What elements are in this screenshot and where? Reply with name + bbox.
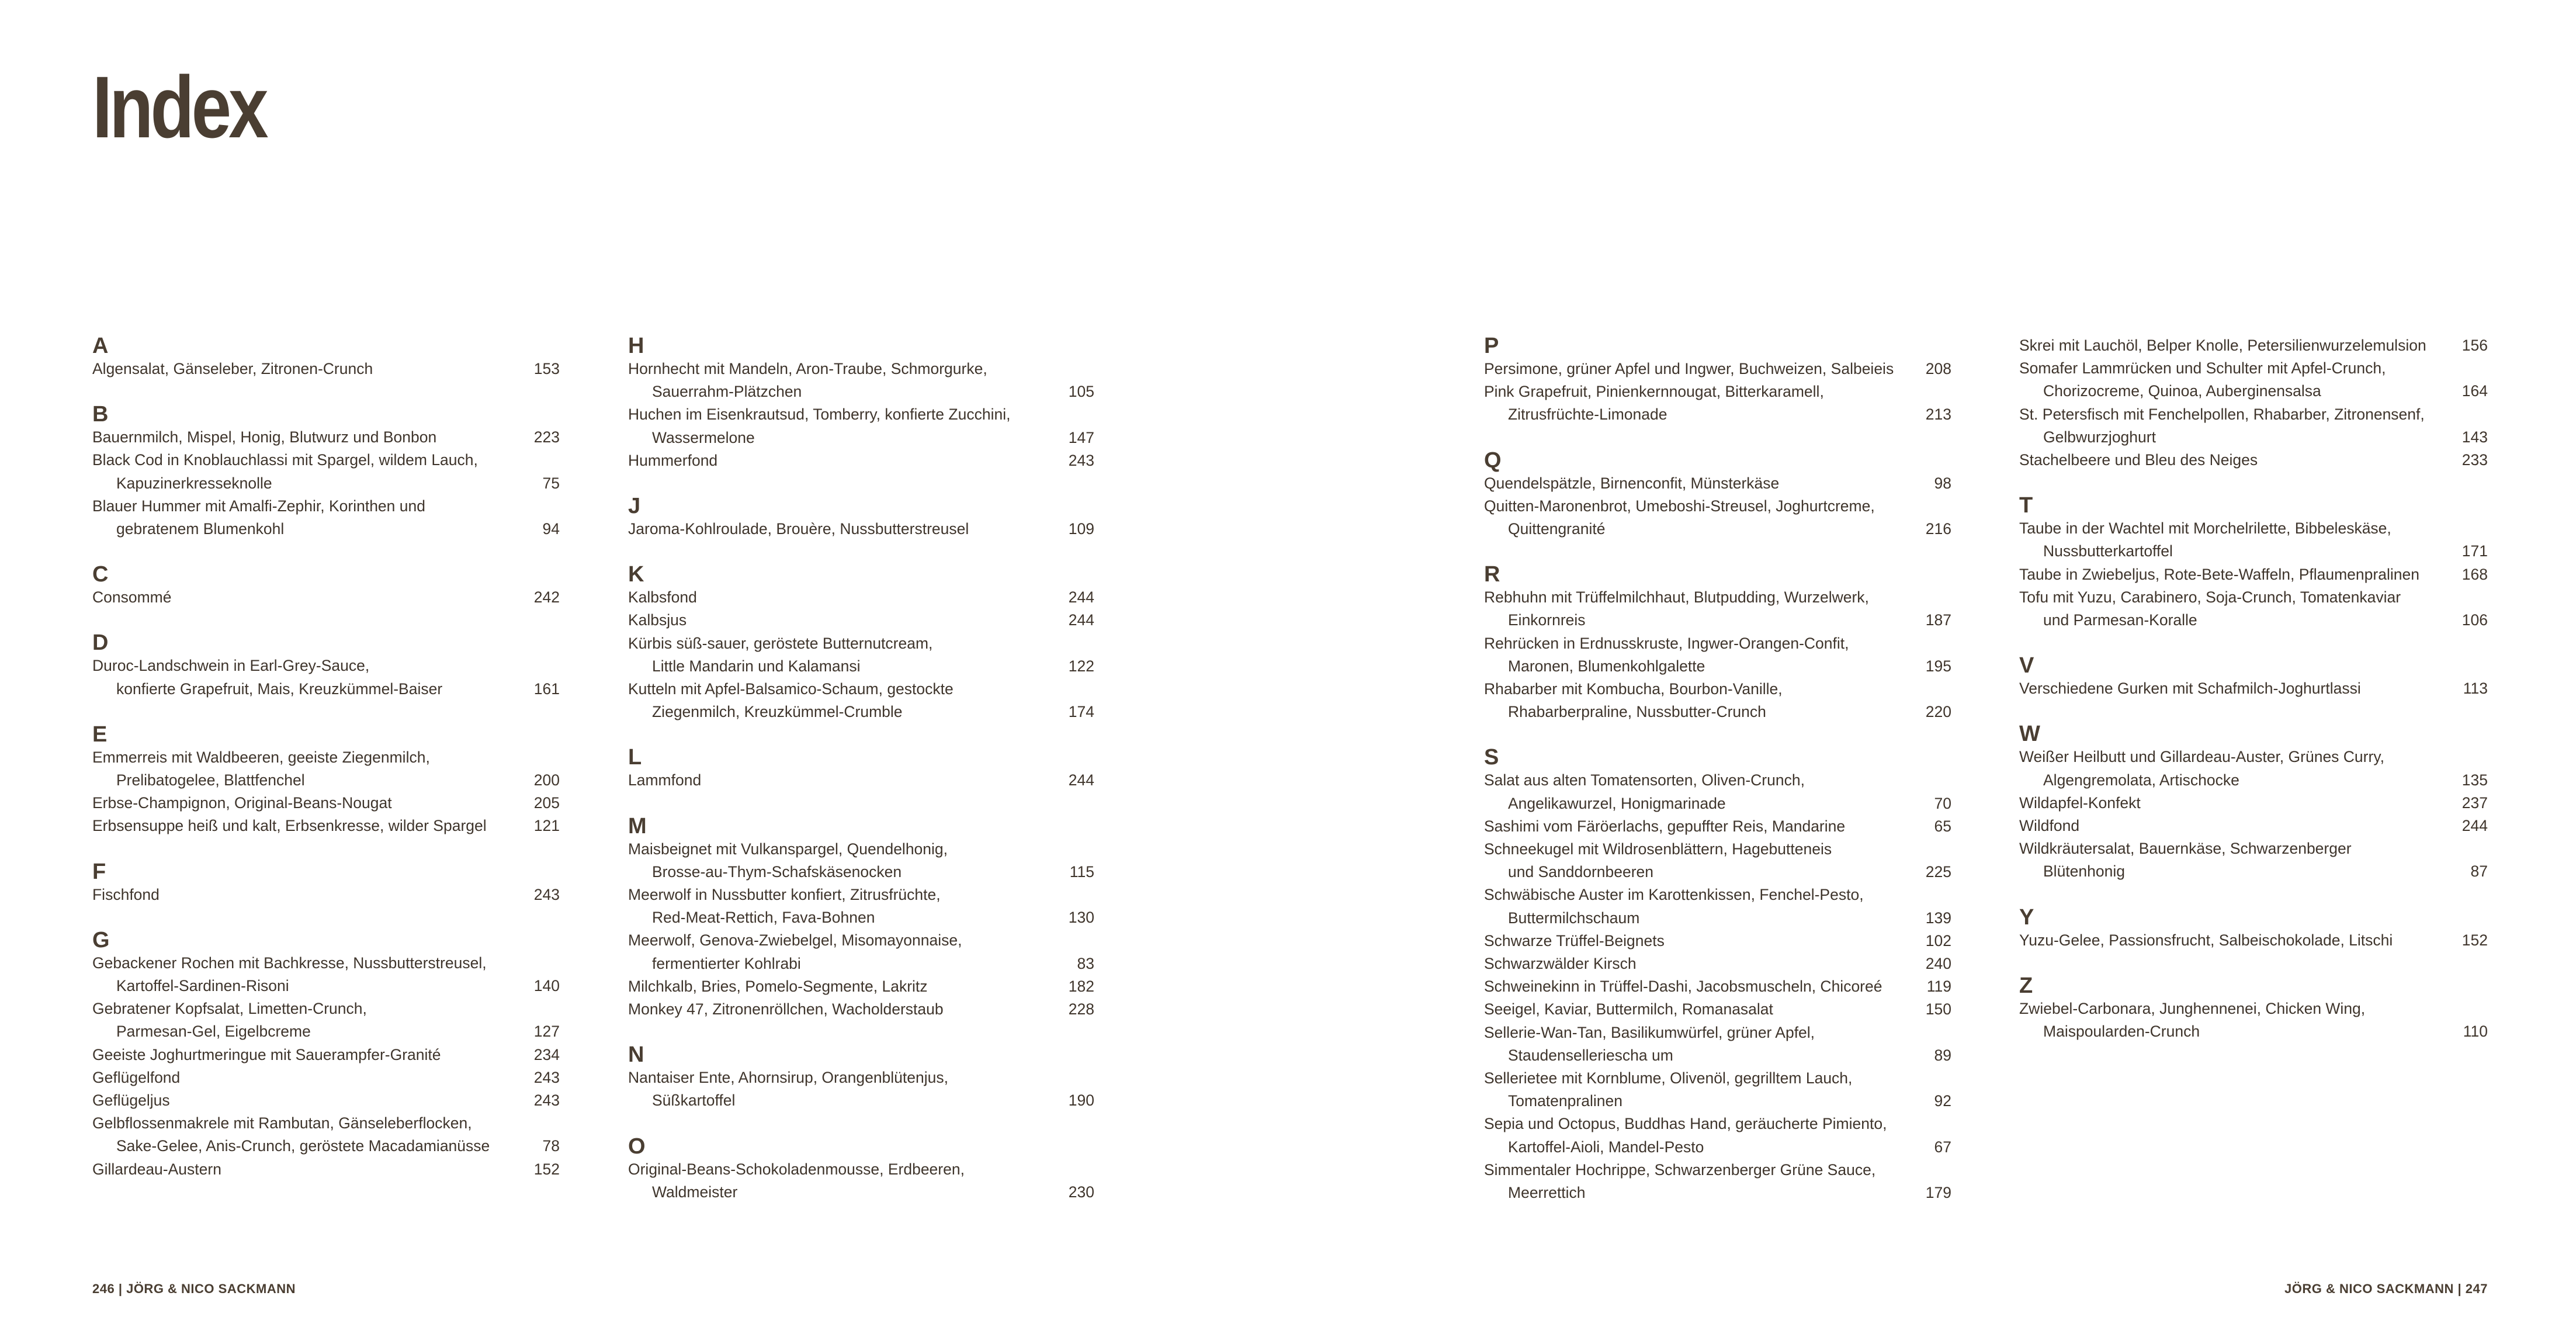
- entry-page-number: 147: [1068, 428, 1094, 446]
- entry-title: Gebratener Kopfsalat, Limetten-Crunch,: [92, 1000, 367, 1018]
- index-entry: [92, 495, 560, 540]
- entry-title-continued: Chorizocreme, Quinoa, Auberginensalsa: [2043, 382, 2321, 400]
- index-entry: [92, 1089, 560, 1112]
- entry-page-number: 92: [1934, 1092, 1951, 1110]
- entry-title-continued: Algengremolata, Artischocke: [2043, 771, 2239, 789]
- index-entry: [92, 586, 560, 609]
- entry-title-continued: fermentierter Kohlrabi: [652, 954, 801, 972]
- entry-title: Schneekugel mit Wildrosenblättern, Hagebutteneis: [1484, 840, 1832, 858]
- entry-title: Wildkräutersalat, Bauernkäse, Schwarzenberger: [2019, 840, 2352, 858]
- entry-title: Huchen im Eisenkrautsud, Tomberry, konfierte Zucchini,: [628, 406, 1011, 424]
- index-entry: [92, 654, 560, 700]
- entry-page-number: 156: [2461, 337, 2488, 354]
- entry-page-number: 237: [2461, 794, 2488, 812]
- entry-page-number: 102: [1925, 931, 1951, 950]
- index-entry: [1484, 769, 1951, 815]
- index-letter-heading: T: [2019, 493, 2033, 518]
- index-entry: [2019, 837, 2488, 883]
- entry-title: Kalbsjus: [628, 611, 687, 629]
- entry-page-number: 121: [533, 817, 560, 835]
- index-letter-heading: R: [1484, 562, 1500, 587]
- footer-right-folio: JÖRG & NICO SACKMANN | 247: [2284, 1281, 2488, 1296]
- entry-page-number: 153: [533, 360, 560, 377]
- index-letter-heading: E: [92, 722, 108, 747]
- entry-page-number: 94: [542, 520, 560, 538]
- entry-page-number: 225: [1925, 863, 1951, 881]
- entry-page-number: 240: [1925, 955, 1951, 973]
- entry-title: Gillardeau-Austern: [92, 1160, 221, 1178]
- entry-title: Skrei mit Lauchöl, Belper Knolle, Petersilienwurzelemulsion: [2019, 337, 2426, 354]
- entry-title: Kürbis süß-sauer, geröstete Butternutcream,: [628, 634, 933, 652]
- entry-page-number: 233: [2461, 451, 2488, 469]
- entry-title: Erbsensuppe heiß und kalt, Erbsenkresse, wilder Spargel: [92, 817, 487, 835]
- index-letter-heading: H: [628, 334, 644, 358]
- index-entry: [628, 518, 1094, 540]
- entry-title-continued: Quittengranité: [1508, 520, 1606, 538]
- entry-page-number: 244: [1068, 588, 1094, 607]
- entry-title: Wildapfel-Konfekt: [2019, 794, 2141, 812]
- index-entry: [628, 449, 1094, 472]
- entry-title-continued: und Parmesan-Koralle: [2043, 611, 2197, 629]
- index-entry: [628, 883, 1094, 929]
- entry-title: Schwarze Trüffel-Beignets: [1484, 931, 1665, 950]
- index-letter-heading: O: [628, 1134, 646, 1159]
- entry-title-continued: Rhabarberpraline, Nussbutter-Crunch: [1508, 703, 1766, 721]
- entry-title-continued: und Sanddornbeeren: [1508, 863, 1654, 881]
- index-column-2: [628, 334, 1094, 1204]
- index-entry: [1484, 472, 1951, 495]
- entry-title: Black Cod in Knoblauchlassi mit Spargel, wildem Lauch,: [92, 451, 478, 469]
- entry-title: Kutteln mit Apfel-Balsamico-Schaum, gestockte: [628, 680, 954, 698]
- entry-title: Salat aus alten Tomatensorten, Oliven-Crunch,: [1484, 771, 1805, 789]
- entry-title: Hornhecht mit Mandeln, Aron-Traube, Schmorgurke,: [628, 360, 987, 377]
- entry-page-number: 187: [1925, 611, 1951, 629]
- index-entry: [1484, 883, 1951, 929]
- entry-page-number: 65: [1934, 817, 1951, 835]
- entry-page-number: 242: [533, 588, 560, 607]
- index-entry: [2019, 449, 2488, 472]
- entry-title-continued: Kartoffel-Sardinen-Risoni: [116, 977, 289, 995]
- index-letter-heading: K: [628, 562, 644, 587]
- entry-title: Emmerreis mit Waldbeeren, geeiste Ziegenmilch,: [92, 748, 430, 766]
- entry-page-number: 223: [533, 428, 560, 446]
- index-column-3: [1484, 334, 1951, 1204]
- index-entry: [92, 952, 560, 997]
- entry-title: St. Petersfisch mit Fenchelpollen, Rhabarber, Zitronensenf,: [2019, 405, 2425, 423]
- entry-page-number: 243: [533, 1068, 560, 1086]
- entry-page-number: 190: [1068, 1092, 1094, 1110]
- entry-title: Meerwolf, Genova-Zwiebelgel, Misomayonnaise,: [628, 931, 962, 950]
- entry-title: Pink Grapefruit, Pinienkernnougat, Bitterkaramell,: [1484, 383, 1824, 401]
- index-letter-heading: C: [92, 562, 109, 587]
- index-entry: [1484, 380, 1951, 426]
- index-entry: [2019, 997, 2488, 1043]
- index-entry: [1484, 838, 1951, 883]
- entry-title: Kalbsfond: [628, 588, 697, 607]
- entry-page-number: 89: [1934, 1046, 1951, 1064]
- index-entry: [2019, 357, 2488, 403]
- index-entry: [628, 1066, 1094, 1112]
- entry-title-continued: Gelbwurzjoghurt: [2043, 428, 2156, 446]
- entry-title-continued: Parmesan-Gel, Eigelbcreme: [116, 1023, 311, 1041]
- entry-title: Jaroma-Kohlroulade, Brouère, Nussbutterstreusel: [628, 520, 969, 538]
- index-entry: [1484, 815, 1951, 838]
- entry-page-number: 216: [1925, 520, 1951, 538]
- entry-title: Quitten-Maronenbrot, Umeboshi-Streusel, Joghurtcreme,: [1484, 497, 1875, 515]
- entry-title: Persimone, grüner Apfel und Ingwer, Buchweizen, Salbeieis: [1484, 360, 1894, 377]
- entry-title-continued: Sauerrahm-Plätzchen: [652, 383, 802, 401]
- entry-page-number: 140: [533, 977, 560, 995]
- index-entry: [2019, 677, 2488, 700]
- entry-page-number: 87: [2470, 862, 2488, 881]
- entry-title: Seeigel, Kaviar, Buttermilch, Romanasalat: [1484, 1000, 1773, 1018]
- entry-title-continued: Wassermelone: [652, 428, 755, 446]
- entry-page-number: 150: [1925, 1000, 1951, 1018]
- entry-page-number: 205: [533, 794, 560, 812]
- entry-title: Sepia und Octopus, Buddhas Hand, geräucherte Pimiento,: [1484, 1115, 1887, 1133]
- entry-title: Fischfond: [92, 885, 160, 903]
- entry-page-number: 110: [2463, 1023, 2488, 1041]
- index-letter-heading: A: [92, 334, 109, 358]
- entry-title: Monkey 47, Zitronenröllchen, Wacholderstaub: [628, 1000, 944, 1018]
- index-entry: [2019, 815, 2488, 837]
- entry-page-number: 115: [1069, 862, 1094, 881]
- entry-title-continued: Nussbutterkartoffel: [2043, 542, 2173, 560]
- index-entry: [1484, 1067, 1951, 1113]
- entry-title: Rebhuhn mit Trüffelmilchhaut, Blutpudding, Wurzelwerk,: [1484, 588, 1869, 607]
- footer-left-folio: 246 | JÖRG & NICO SACKMANN: [92, 1281, 296, 1296]
- index-entry: [628, 632, 1094, 678]
- index-entry: [628, 403, 1094, 449]
- entry-title: Maisbeignet mit Vulkanspargel, Quendelhonig,: [628, 840, 948, 858]
- entry-title: Sashimi vom Färöerlachs, gepuffter Reis, Mandarine: [1484, 817, 1846, 835]
- entry-page-number: 161: [533, 680, 560, 698]
- entry-page-number: 122: [1068, 657, 1094, 675]
- entry-title-continued: konfierte Grapefruit, Mais, Kreuzkümmel-Baiser: [116, 680, 443, 698]
- index-entry: [1484, 632, 1951, 678]
- index-letter-heading: D: [92, 630, 109, 656]
- entry-title: Schwäbische Auster im Karottenkissen, Fenchel-Pesto,: [1484, 886, 1864, 904]
- index-entry: [92, 449, 560, 494]
- entry-title: Lammfond: [628, 771, 702, 789]
- entry-title-continued: Brosse-au-Thym-Schafskäsenocken: [652, 862, 902, 881]
- entry-title: Somafer Lammrücken und Schulter mit Apfel-Crunch,: [2019, 359, 2386, 377]
- entry-title-continued: Red-Meat-Rettich, Fava-Bohnen: [652, 909, 875, 927]
- index-column-1: [92, 334, 560, 1181]
- entry-title-continued: Angelikawurzel, Honigmarinade: [1508, 794, 1726, 812]
- index-entry: [92, 792, 560, 815]
- entry-page-number: 244: [1068, 771, 1094, 789]
- entry-title: Nantaiser Ente, Ahornsirup, Orangenblütenjus,: [628, 1069, 948, 1087]
- index-entry: [1484, 678, 1951, 723]
- index-letter-heading: J: [628, 494, 641, 519]
- index-letter-heading: N: [628, 1042, 644, 1068]
- entry-title: Sellerie-Wan-Tan, Basilikumwürfel, grüner Apfel,: [1484, 1023, 1815, 1041]
- index-entry: [2019, 746, 2488, 791]
- entry-title: Zwiebel-Carbonara, Junghennenei, Chicken Wing,: [2019, 999, 2366, 1017]
- index-entry: [2019, 403, 2488, 449]
- index-letter-heading: M: [628, 813, 647, 838]
- index-entry: [2019, 517, 2488, 563]
- index-entry: [1484, 975, 1951, 998]
- index-entry: [1484, 930, 1951, 952]
- index-entry: [628, 975, 1094, 998]
- index-entry: [628, 586, 1094, 609]
- index-entry: [2019, 929, 2488, 952]
- entry-page-number: 78: [542, 1137, 560, 1155]
- entry-title: Yuzu-Gelee, Passionsfrucht, Salbeischokolade, Litschi: [2019, 931, 2393, 949]
- entry-page-number: 75: [542, 474, 560, 492]
- entry-page-number: 152: [533, 1160, 560, 1178]
- index-letter-heading: G: [92, 927, 110, 952]
- entry-page-number: 135: [2461, 771, 2488, 789]
- entry-title: Original-Beans-Schokoladenmousse, Erdbeeren,: [628, 1160, 965, 1178]
- entry-page-number: 70: [1934, 794, 1951, 812]
- index-entry: [92, 746, 560, 792]
- page-title: Index: [92, 58, 266, 156]
- entry-title: Taube in der Wachtel mit Morchelrilette, Bibbeleskäse,: [2019, 519, 2391, 538]
- entry-page-number: 195: [1925, 657, 1951, 675]
- index-entry: [92, 883, 560, 906]
- index-letter-heading: Z: [2019, 973, 2033, 998]
- entry-page-number: 220: [1925, 703, 1951, 721]
- index-entry: [1484, 998, 1951, 1021]
- entry-title-continued: Süßkartoffel: [652, 1092, 736, 1110]
- entry-page-number: 106: [2461, 611, 2488, 629]
- entry-title-continued: Prelibatogelee, Blattfenchel: [116, 771, 305, 789]
- entry-page-number: 230: [1068, 1183, 1094, 1201]
- index-entry: [1484, 1113, 1951, 1158]
- entry-title-continued: Tomatenpralinen: [1508, 1092, 1622, 1110]
- entry-title: Milchkalb, Bries, Pomelo-Segmente, Lakritz: [628, 977, 928, 995]
- entry-title: Consommé: [92, 588, 172, 607]
- entry-page-number: 244: [2461, 817, 2488, 835]
- entry-title: Duroc-Landschwein in Earl-Grey-Sauce,: [92, 657, 370, 675]
- entry-page-number: 105: [1068, 383, 1094, 401]
- entry-page-number: 98: [1934, 474, 1951, 492]
- entry-page-number: 168: [2461, 565, 2488, 583]
- entry-title-continued: Zitrusfrüchte-Limonade: [1508, 406, 1667, 424]
- entry-page-number: 127: [533, 1023, 560, 1041]
- entry-title: Wildfond: [2019, 817, 2080, 835]
- entry-title-continued: Maronen, Blumenkohlgalette: [1508, 657, 1705, 675]
- entry-title: Hummerfond: [628, 451, 718, 469]
- entry-title-continued: Sake-Gelee, Anis-Crunch, geröstete Macadamianüsse: [116, 1137, 490, 1155]
- entry-title: Schwarzwälder Kirsch: [1484, 955, 1637, 973]
- entry-title-continued: Maispoularden-Crunch: [2043, 1023, 2200, 1041]
- entry-page-number: 67: [1934, 1138, 1951, 1156]
- index-entry: [2019, 792, 2488, 815]
- entry-title: Tofu mit Yuzu, Carabinero, Soja-Crunch, Tomatenkaviar: [2019, 588, 2401, 606]
- index-column-4: [2019, 334, 2488, 1043]
- entry-title-continued: Little Mandarin und Kalamansi: [652, 657, 861, 675]
- entry-title: Erbse-Champignon, Original-Beans-Nougat: [92, 794, 392, 812]
- index-entry: [92, 426, 560, 449]
- entry-page-number: 119: [1926, 978, 1951, 996]
- entry-title: Sellerietee mit Kornblume, Olivenöl, gegrilltem Lauch,: [1484, 1069, 1853, 1087]
- index-letter-heading: S: [1484, 745, 1499, 770]
- index-entry: [92, 358, 560, 380]
- index-entry: [628, 609, 1094, 632]
- entry-page-number: 174: [1068, 703, 1094, 721]
- index-entry: [92, 1044, 560, 1066]
- index-letter-heading: P: [1484, 334, 1499, 358]
- index-entry: [1484, 358, 1951, 380]
- index-entry: [2019, 586, 2488, 632]
- entry-title: Rhabarber mit Kombucha, Bourbon-Vanille,: [1484, 680, 1783, 698]
- entry-page-number: 213: [1925, 406, 1951, 424]
- index-letter-heading: L: [628, 745, 642, 770]
- index-entry: [1484, 952, 1951, 975]
- entry-title: Quendelspätzle, Birnenconfit, Münsterkäse: [1484, 474, 1780, 492]
- entry-title-continued: Kapuzinerkresseknolle: [116, 474, 272, 492]
- index-letter-heading: Y: [2019, 905, 2034, 930]
- entry-title: Schweinekinn in Trüffel-Dashi, Jacobsmuscheln, Chicoreé: [1484, 978, 1882, 996]
- index-entry: [1484, 586, 1951, 632]
- entry-title-continued: Meerrettich: [1508, 1184, 1586, 1202]
- entry-page-number: 164: [2461, 382, 2488, 400]
- index-entry: [2019, 334, 2488, 357]
- index-entry: [1484, 495, 1951, 540]
- index-entry: [2019, 563, 2488, 586]
- index-entry: [628, 929, 1094, 975]
- entry-title-continued: gebratenem Blumenkohl: [116, 520, 285, 538]
- entry-title: Geflügeljus: [92, 1092, 170, 1110]
- entry-title: Taube in Zwiebeljus, Rote-Bete-Waffeln, Pflaumenpralinen: [2019, 565, 2419, 583]
- entry-page-number: 83: [1077, 954, 1094, 972]
- entry-title-continued: Waldmeister: [652, 1183, 738, 1201]
- entry-title: Blauer Hummer mit Amalfi-Zephir, Korinthen und: [92, 497, 425, 515]
- entry-page-number: 228: [1068, 1000, 1094, 1018]
- index-entry: [628, 838, 1094, 883]
- entry-title: Gelbflossenmakrele mit Rambutan, Gänseleberflocken,: [92, 1114, 472, 1132]
- index-entry: [628, 358, 1094, 403]
- entry-page-number: 139: [1925, 909, 1951, 927]
- entry-title-continued: Kartoffel-Aioli, Mandel-Pesto: [1508, 1138, 1704, 1156]
- entry-title: Weißer Heilbutt und Gillardeau-Auster, Grünes Curry,: [2019, 748, 2384, 766]
- index-entry: [1484, 1021, 1951, 1067]
- index-letter-heading: Q: [1484, 448, 1502, 473]
- entry-title-continued: Einkornreis: [1508, 611, 1586, 629]
- index-letter-heading: F: [92, 859, 106, 884]
- entry-title: Rehrücken in Erdnusskruste, Ingwer-Orangen-Confit,: [1484, 634, 1849, 652]
- index-entry: [92, 1112, 560, 1158]
- index-entry: [92, 815, 560, 837]
- index-entry: [1484, 1159, 1951, 1204]
- entry-title: Meerwolf in Nussbutter konfiert, Zitrusfrüchte,: [628, 886, 941, 904]
- entry-title: Simmentaler Hochrippe, Schwarzenberger Grüne Sauce,: [1484, 1160, 1876, 1179]
- entry-title: Geeiste Joghurtmeringue mit Sauerampfer-Granité: [92, 1045, 441, 1063]
- index-entry: [628, 678, 1094, 723]
- index-entry: [628, 769, 1094, 792]
- index-letter-heading: V: [2019, 653, 2034, 678]
- index-letter-heading: W: [2019, 722, 2040, 747]
- entry-title: Gebackener Rochen mit Bachkresse, Nussbutterstreusel,: [92, 954, 487, 972]
- entry-page-number: 130: [1068, 909, 1094, 927]
- entry-page-number: 200: [533, 771, 560, 789]
- entry-page-number: 143: [2461, 428, 2488, 446]
- entry-page-number: 234: [533, 1045, 560, 1063]
- entry-page-number: 208: [1925, 360, 1951, 377]
- entry-page-number: 243: [533, 1092, 560, 1110]
- index-entry: [92, 997, 560, 1043]
- entry-title-continued: Blütenhonig: [2043, 862, 2125, 881]
- entry-title-continued: Buttermilchschaum: [1508, 909, 1640, 927]
- index-entry: [628, 1158, 1094, 1204]
- entry-title: Bauernmilch, Mispel, Honig, Blutwurz und Bonbon: [92, 428, 437, 446]
- entry-title-continued: Staudenselleriescha um: [1508, 1046, 1673, 1064]
- index-entry: [628, 998, 1094, 1021]
- entry-page-number: 182: [1068, 977, 1094, 995]
- entry-page-number: 109: [1068, 520, 1094, 538]
- entry-title-continued: Ziegenmilch, Kreuzkümmel-Crumble: [652, 703, 903, 721]
- entry-page-number: 243: [533, 885, 560, 903]
- entry-title: Verschiedene Gurken mit Schafmilch-Joghurtlassi: [2019, 680, 2361, 698]
- entry-title: Geflügelfond: [92, 1068, 181, 1086]
- index-entry: [92, 1066, 560, 1089]
- entry-page-number: 179: [1925, 1184, 1951, 1202]
- index-letter-heading: B: [92, 402, 109, 427]
- index-entry: [92, 1158, 560, 1181]
- entry-page-number: 171: [2461, 542, 2488, 560]
- entry-page-number: 244: [1068, 611, 1094, 629]
- entry-page-number: 113: [2463, 680, 2488, 698]
- entry-title: Stachelbeere und Bleu des Neiges: [2019, 451, 2258, 469]
- entry-title: Algensalat, Gänseleber, Zitronen-Crunch: [92, 360, 373, 377]
- entry-page-number: 152: [2461, 931, 2488, 949]
- entry-page-number: 243: [1068, 451, 1094, 469]
